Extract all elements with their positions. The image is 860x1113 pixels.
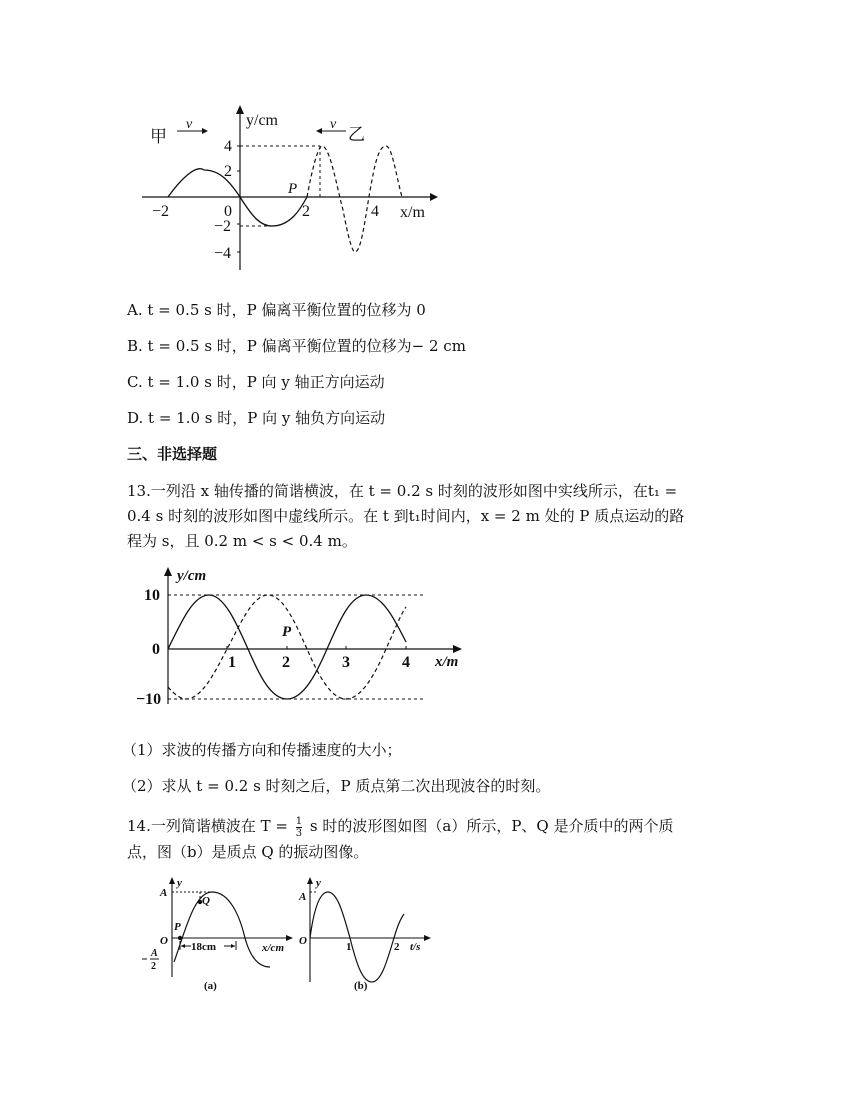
point-p-label: P: [174, 921, 181, 933]
distance-label: 18cm: [191, 941, 217, 953]
x-tick: 1: [228, 654, 236, 671]
origin-label: O: [160, 935, 168, 947]
q13-text-line2: 0.4 s 时刻的波形如图中虚线所示。在 t 到t₁时间内，x = 2 m 处的 P 质点运动的路: [127, 507, 685, 525]
point-p-label: P: [288, 181, 298, 197]
q14-line1-start: 14.一列简谐横波在 T =: [127, 817, 288, 835]
point-q-label: Q: [202, 895, 210, 907]
x-tick: −2: [152, 203, 170, 220]
x-tick: 0: [224, 203, 232, 220]
wave-jia-label: 甲: [150, 127, 167, 146]
q13-text-line1: 13.一列沿 x 轴传播的简谐横波，在 t = 0.2 s 时刻的波形如图中实线所示，在t₁ =: [127, 482, 678, 500]
x-axis-label: x/m: [435, 654, 459, 670]
q14-fraction: [296, 816, 302, 839]
fraction-denominator: 3: [295, 827, 303, 839]
figure-vibration-b: [298, 872, 438, 997]
y-axis-label: y: [177, 877, 182, 889]
y-tick: 10: [144, 587, 160, 604]
x-tick: 4: [371, 203, 379, 220]
x-axis-label: t/s: [410, 941, 421, 953]
option-d: D. t = 1.0 s 时，P 向 y 轴负方向运动: [127, 409, 386, 427]
q13-text-line3: 程为 s，且 0.2 m < s < 0.4 m。: [127, 532, 357, 550]
x-tick: 4: [402, 654, 410, 671]
wave-b-curve: [310, 892, 404, 982]
y-axis-label: y/cm: [246, 112, 278, 129]
x-tick: 3: [342, 654, 350, 671]
y-axis-label: y/cm: [177, 568, 207, 584]
point-p-label: P: [282, 624, 292, 640]
y-tick: −10: [136, 691, 162, 708]
x-tick: 2: [302, 203, 310, 220]
figure-wave-q13: [130, 562, 470, 712]
x-axis-label: x/cm: [262, 942, 284, 954]
option-a: A. t = 0.5 s 时，P 偏离平衡位置的位移为 0: [127, 301, 426, 319]
neg-half-a-numerator: A: [151, 948, 158, 959]
t-tick-2: 2: [394, 941, 400, 953]
neg-half-a-denominator: 2: [151, 961, 156, 972]
caption-a: (a): [204, 980, 217, 992]
x-tick: 2: [282, 654, 290, 671]
x-axis-label: x/m: [400, 204, 425, 221]
t-tick-1: 1: [346, 941, 352, 953]
origin-label: O: [299, 935, 307, 947]
v-label-left: v: [186, 117, 193, 132]
section-title: 三、非选择题: [127, 445, 218, 463]
option-b: B. t = 0.5 s 时，P 偏离平衡位置的位移为− 2 cm: [127, 337, 466, 355]
y-tick: −2: [214, 218, 232, 235]
y-axis-label: y: [316, 877, 321, 889]
y-tick: 0: [152, 641, 160, 658]
wave-yi-curve: [307, 146, 402, 252]
y-tick: −4: [214, 245, 232, 262]
figure-wave-jia-yi: [140, 100, 440, 275]
y-tick: 2: [224, 163, 232, 180]
q14-line1-end: s 时的波形图如图（a）所示，P、Q 是介质中的两个质: [309, 817, 674, 835]
q14-text-line2: 点，图（b）是质点 Q 的振动图像。: [127, 843, 369, 861]
option-c: C. t = 1.0 s 时，P 向 y 轴正方向运动: [127, 373, 385, 391]
wave-a-curve: [174, 892, 270, 967]
wave-yi-label: 乙: [348, 125, 365, 144]
figure-wave-a: [140, 872, 300, 997]
amplitude-label: A: [160, 887, 168, 899]
y-tick: 4: [224, 138, 232, 155]
q14-text-line1: [127, 815, 673, 839]
fraction-numerator: 1: [295, 815, 303, 827]
q13-sub2: （2）求从 t = 0.2 s 时刻之后，P 质点第二次出现波谷的时刻。: [122, 777, 551, 795]
q13-sub1: （1）求波的传播方向和传播速度的大小；: [122, 741, 402, 759]
caption-b: (b): [354, 980, 368, 992]
v-label-right: v: [330, 117, 337, 132]
amplitude-label: A: [299, 891, 307, 903]
